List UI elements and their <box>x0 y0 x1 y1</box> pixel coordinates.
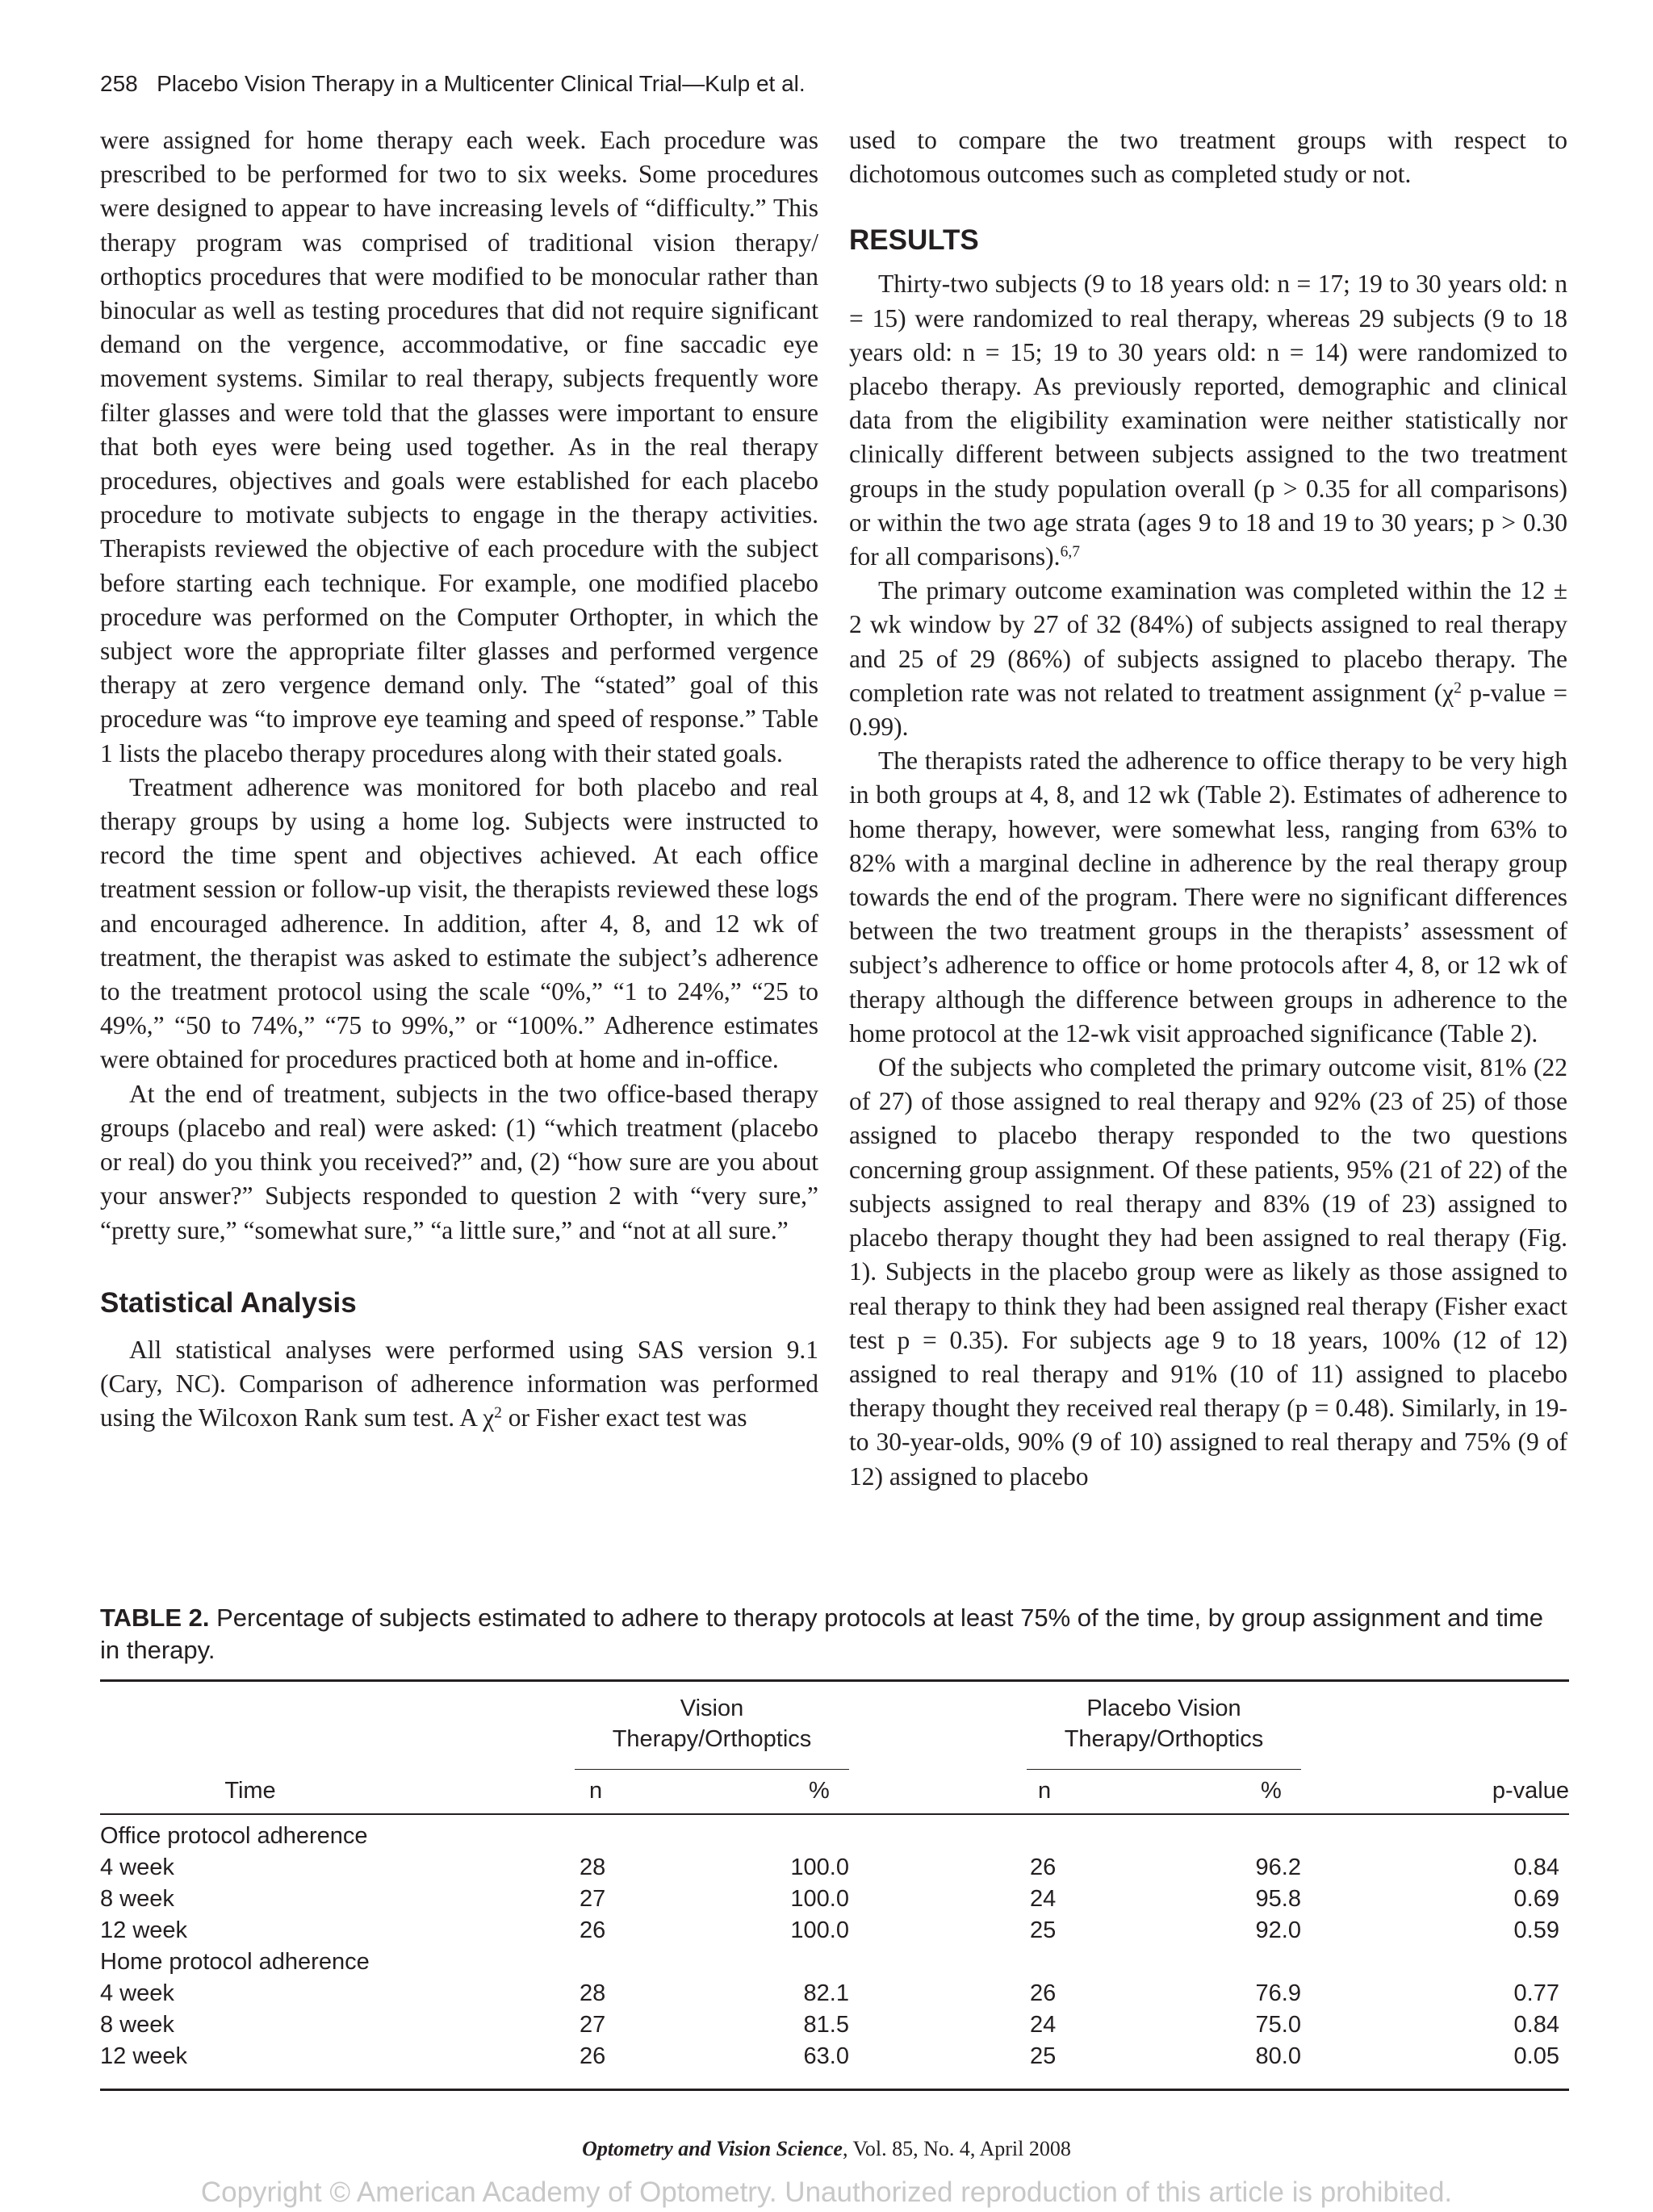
table-row-pct1: 82.1 <box>803 1980 849 2006</box>
paragraph: The primary outcome examination was completed within the 12 ± 2 wk window by 27 of 32 (84%) of subjects assigned to real therapy and 25 of 29 (86%) of subjects assigned to placebo therapy. The completion rate was not related to treatment assignment ($\chi^2$ p-value = 0.99). <box>849 576 1568 742</box>
table-bottom-rule <box>100 2089 1569 2091</box>
table-row-n2: 24 <box>1030 2012 1057 2038</box>
table-row-n1: 27 <box>580 2012 606 2038</box>
section-home: Home protocol adherence <box>100 1949 370 1975</box>
col-header-n1: n <box>589 1778 603 1804</box>
table-row-pct2: 95.8 <box>1255 1886 1301 1912</box>
table-row-n2: 25 <box>1030 2043 1057 2069</box>
table-row-n1: 26 <box>580 2043 606 2069</box>
journal-footer <box>0 2137 1653 2161</box>
paragraph: At the end of treatment, subjects in the two office-based therapy groups (placebo and real) were asked: (1) “which treatment (placebo or real) do you think you received?” and, (2) “how sure are you about your answer?” Subjects responded to question 2 with “very sure,” “pretty sure,” “somewhat sure,” “a little sure,” and “not at all sure.” <box>100 1079 818 1244</box>
table-row-time: 4 week <box>100 1980 174 2006</box>
table-row-p-value: 0.84 <box>1513 1854 1559 1880</box>
paragraph: were assigned for home therapy each week. Each procedure was prescribed to be performed for two to six weeks. Some procedures were designed to appear to have increasing levels of “difficulty.” This therapy program was comprised of traditional vision therapy/ orthoptics procedures that were modified to be monocular rather than binocular as well as testing procedures that did not require significant demand on the vergence, accommodative, or fine saccadic eye movement systems. Similar to real therapy, subjects frequently wore filter glasses and were told that the glasses were important to ensure that both eyes were being used together. As in the real therapy procedures, objectives and goals were established for each placebo procedure to motivate subjects to engage in the therapy activities. Therapists reviewed the objective of each procedure with the subject before starting each technique. For example, one modified placebo procedure was performed on the Computer Orthopter, in which the subject wore the appropriate filter glasses and performed vergence therapy at zero vergence demand only. The “stated” goal of this procedure was “to improve eye teaming and speed of response.” Table 1 lists the placebo therapy procedures along with their stated goals. <box>100 126 818 767</box>
journal-name: Optometry and Vision Science <box>582 2137 843 2160</box>
table-row-pct2: 80.0 <box>1255 2043 1301 2069</box>
table-row-pct1: 100.0 <box>790 1886 849 1912</box>
table-row-n2: 24 <box>1030 1886 1057 1912</box>
table-row-p-value: 0.59 <box>1513 1917 1559 1943</box>
table-row-time: 12 week <box>100 2043 188 2069</box>
table-label: TABLE 2. <box>100 1604 210 1632</box>
table-row-n2: 26 <box>1030 1980 1057 2006</box>
table-row-pct2: 75.0 <box>1255 2012 1301 2038</box>
journal-issue: , Vol. 85, No. 4, April 2008 <box>842 2137 1071 2160</box>
running-head <box>100 71 806 97</box>
table-row-time: 8 week <box>100 1886 174 1912</box>
table-row-n2: 25 <box>1030 1917 1057 1943</box>
table-row-pct2: 76.9 <box>1255 1980 1301 2006</box>
col-header-p-value: p-value <box>1492 1778 1569 1804</box>
paragraph: Thirty-two subjects (9 to 18 years old: n = 17; 19 to 30 years old: n = 15) were randomized to real therapy, whereas 29 subjects (9 to 18 years old: n = 15; 19 to 30 years old: n = 14) were randomized to placebo therapy. As previously reported, demographic and clinical data from the eligibility examination were neither statistically nor clinically different between subjects assigned to the two treatment groups in the study population overall (p > 0.35 for all comparisons) or within the two age strata (ages 9 to 18 and 19 to 30 years; p > 0.30 for all comparisons).$^{6,7}$ <box>849 270 1567 571</box>
group1-rule <box>575 1769 849 1770</box>
page-number: 258 <box>100 71 138 96</box>
table-row-n2: 26 <box>1030 1854 1057 1880</box>
table-row-pct2: 92.0 <box>1255 1917 1301 1943</box>
table-row-pct1: 81.5 <box>803 2012 849 2038</box>
section-heading-results: RESULTS <box>849 224 979 257</box>
col-header-pct2: % <box>1261 1778 1282 1804</box>
left-column <box>100 123 818 1435</box>
table-row-p-value: 0.84 <box>1513 2012 1559 2038</box>
col-header-n2: n <box>1038 1778 1052 1804</box>
group1-header-line2: Therapy/Orthoptics <box>612 1726 812 1752</box>
paragraph: The therapists rated the adherence to office therapy to be very high in both groups at 4, 8, and 12 wk (Table 2). Estimates of adherence to home therapy, however, were somewhat less, ranging from 63% to 82% with a marginal decline in adherence by the real therapy group towards the end of the program. There were no significant differences between the two treatment groups in the therapists’ assessment of subject’s adherence to office or home protocols after 4, 8, or 12 wk of therapy although the difference between groups in adherence to the home protocol at the 12-wk visit approached significance (Table 2). <box>849 746 1567 1047</box>
table-row-pct1: 63.0 <box>803 2043 849 2069</box>
table-row-pct1: 100.0 <box>790 1917 849 1943</box>
table-row-time: 12 week <box>100 1917 188 1943</box>
right-column <box>849 123 1567 1494</box>
group2-header-line2: Therapy/Orthoptics <box>1064 1726 1264 1752</box>
paragraph: Of the subjects who completed the primary outcome visit, 81% (22 of 27) of those assigned to real therapy and 92% (23 of 25) of those assigned to placebo therapy responded to the two questions concerning group assignment. Of these patients, 95% (21 of 22) of the subjects assigned to real therapy and 83% (19 of 23) assigned to placebo therapy thought they had been assigned to real therapy (Fig. 1). Subjects in the placebo group were as likely as those assigned to real therapy to think they had been assigned real therapy (Fisher exact test p = 0.35). For subjects age 9 to 18 years, 100% (12 of 12) assigned to real therapy and 91% (10 of 11) assigned to placebo therapy thought they received real therapy (p = 0.48). Similarly, in 19- to 30-year-olds, 90% (9 of 10) assigned to real therapy and 75% (9 of 12) assigned to placebo <box>849 1053 1567 1491</box>
table-row-p-value: 0.77 <box>1513 1980 1559 2006</box>
table-row-pct1: 100.0 <box>790 1854 849 1880</box>
table-caption-text: Percentage of subjects estimated to adhere to therapy protocols at least 75% of the time, by group assignment and time in therapy. <box>100 1604 1544 1664</box>
table-row-pct2: 96.2 <box>1255 1854 1301 1880</box>
running-title: Placebo Vision Therapy in a Multicenter Clinical Trial—Kulp et al. <box>157 71 806 96</box>
table-row-n1: 26 <box>580 1917 606 1943</box>
table-top-rule <box>100 1679 1569 1682</box>
paragraph: Treatment adherence was monitored for both placebo and real therapy groups by using a home log. Subjects were instructed to record the time spent and objectives achieved. At each office treatment session or follow-up visit, the therapists reviewed these logs and encouraged adherence. In addition, after 4, 8, and 12 wk of treatment, the therapist was asked to estimate the subject’s adherence to the treatment protocol using the scale “0%,” “1 to 24%,” “25 to 49%,” “50 to 74%,” “75 to 99%,” or “100%.” Adherence estimates were obtained for procedures practiced both at home and in-office. <box>100 772 818 1074</box>
table-row-n1: 28 <box>580 1854 606 1880</box>
table-caption <box>100 1602 1569 1666</box>
col-header-pct1: % <box>809 1778 830 1804</box>
table-row-n1: 28 <box>580 1980 606 2006</box>
paragraph: used to compare the two treatment groups with respect to dichotomous outcomes such as completed study or not. <box>849 126 1567 189</box>
copyright-notice: Copyright © American Academy of Optometry. Unauthorized reproduction of this article is prohibited. <box>200 2176 1453 2208</box>
section-office: Office protocol adherence <box>100 1823 368 1849</box>
col-header-time: Time <box>224 1778 276 1804</box>
group1-header-line1: Vision <box>680 1696 744 1721</box>
section-heading-statistical-analysis: Statistical Analysis <box>100 1286 357 1319</box>
table-row-p-value: 0.05 <box>1513 2043 1559 2069</box>
group2-rule <box>1027 1769 1301 1770</box>
table-row-time: 8 week <box>100 2012 174 2038</box>
table-row-p-value: 0.69 <box>1513 1886 1559 1912</box>
table-row-time: 4 week <box>100 1854 174 1880</box>
group2-header-line1: Placebo Vision <box>1086 1696 1241 1721</box>
table-row-n1: 27 <box>580 1886 606 1912</box>
paragraph: All statistical analyses were performed using SAS version 9.1 (Cary, NC). Comparison of adherence information was performed using the Wilcoxon Rank sum test. A $\chi^2$ or Fisher exact test was <box>100 1335 818 1432</box>
table-header-rule <box>100 1813 1569 1815</box>
